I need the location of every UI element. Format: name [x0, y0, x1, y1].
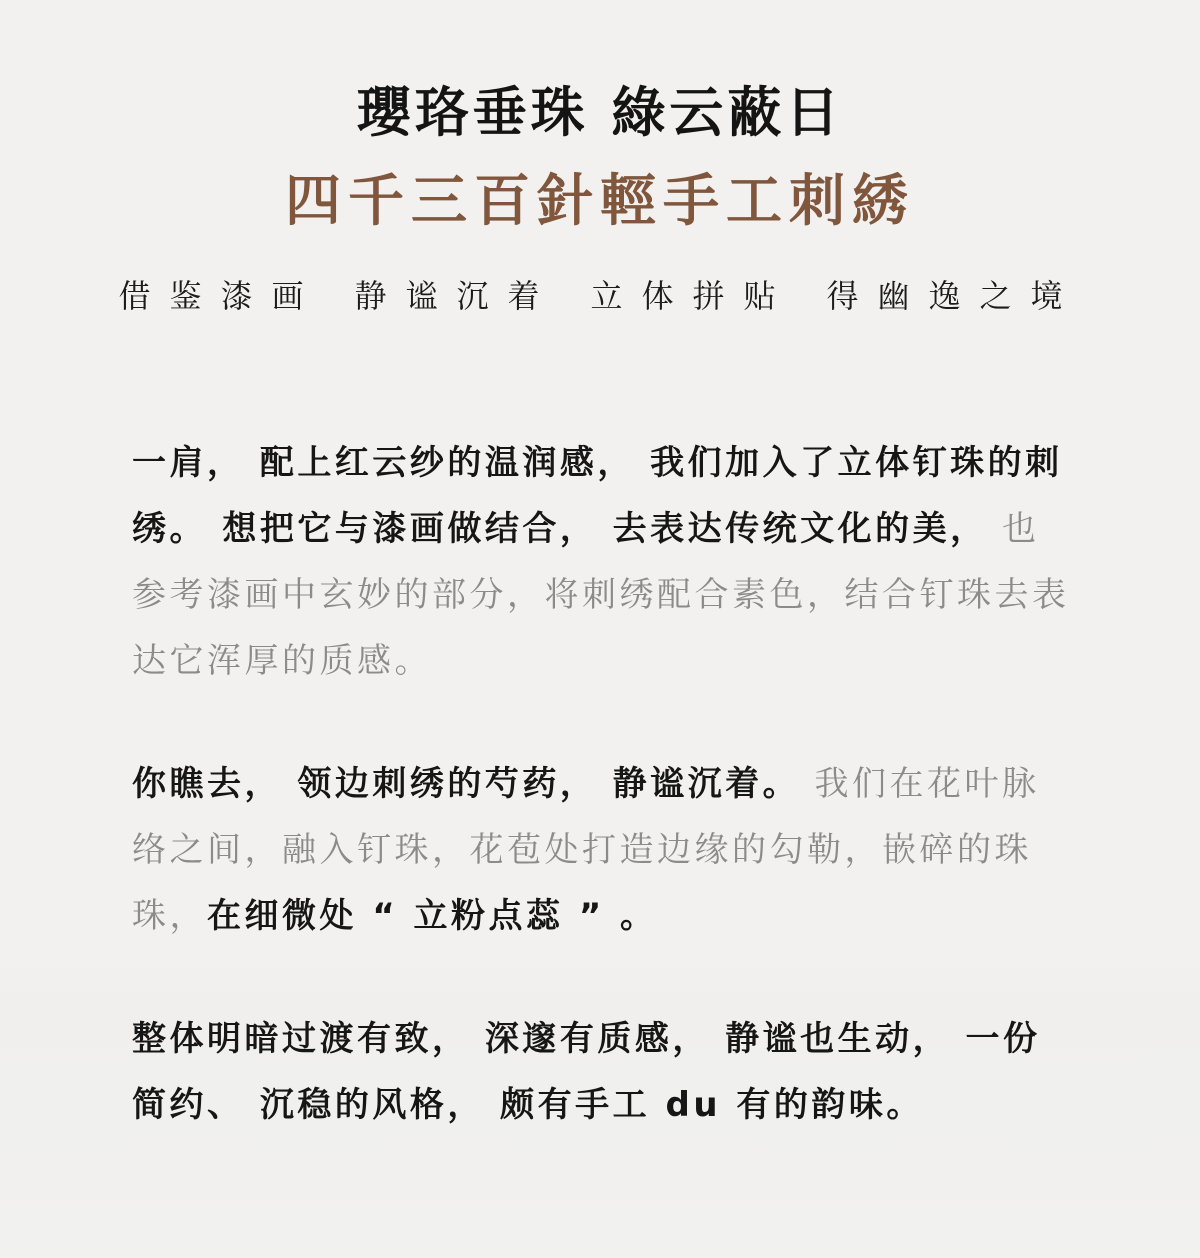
tagline [0, 275, 1200, 317]
paragraph-3 [132, 1006, 1072, 1138]
title-line-1: 瓔珞垂珠 綠云蔽日 [356, 80, 844, 144]
paragraph-body: 我们在花叶脉络之间，融入钉珠，花苞处打造边缘的勾勒，嵌碎的珠珠， [132, 764, 1040, 936]
paragraph-body: 也参考漆画中玄妙的部分，将刺绣配合素色，结合钉珠去表达它浑厚的质感。 [132, 509, 1070, 681]
paragraph-1 [132, 430, 1072, 694]
paragraph-2 [132, 751, 1072, 949]
tagline-phrase: 得幽逸之境 [826, 277, 1082, 315]
title-line-2: 四千三百針輕手工刺綉 [285, 168, 915, 234]
tagline-phrase: 立体拼贴 [590, 277, 795, 315]
tagline-phrase: 静谧沉着 [354, 277, 559, 315]
tagline-phrase: 借鉴漆画 [118, 277, 323, 315]
paragraph-emphasis: 你瞧去， 领边刺绣的芍药， 静谧沉着。 [132, 764, 801, 804]
paragraph-emphasis: 一肩， 配上红云纱的温润感， 我们加入了立体钉珠的刺绣。 想把它与漆画做结合， 去表达传统文化的美， [132, 443, 1063, 549]
paragraph-emphasis: 整体明暗过渡有致， 深邃有质感， 静谧也生动， 一份简约、 沉稳的风格， 颇有手工 du 有的韵味。 [132, 1019, 1041, 1125]
paragraph-emphasis: 在细微处 “ 立粉点蕊 ” 。 [207, 896, 658, 936]
